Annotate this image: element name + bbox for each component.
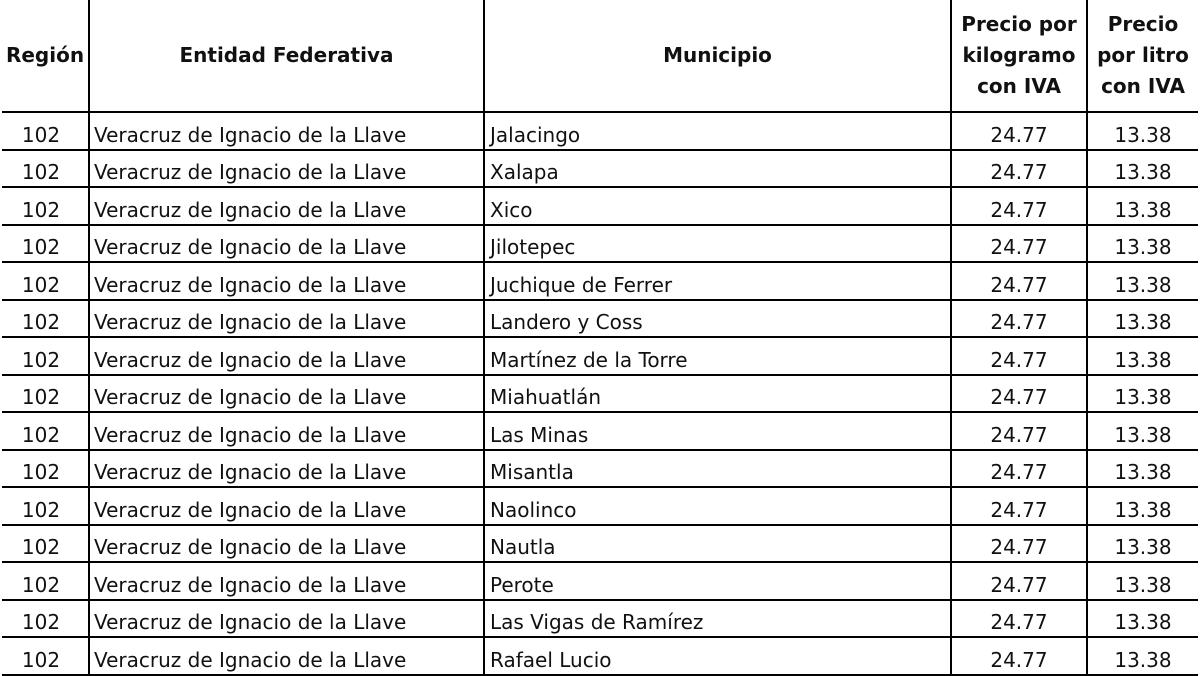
cell-municipio: Las Minas <box>484 412 951 450</box>
cell-precio-litro: 13.38 <box>1087 637 1198 675</box>
cell-entidad: Veracruz de Ignacio de la Llave <box>89 150 484 188</box>
table-row <box>2 187 1198 225</box>
cell-entidad: Veracruz de Ignacio de la Llave <box>89 525 484 563</box>
header-precio-litro-line: por litro <box>1097 43 1189 67</box>
table-row <box>2 450 1198 488</box>
cell-municipio: Misantla <box>484 450 951 488</box>
cell-entidad: Veracruz de Ignacio de la Llave <box>89 187 484 225</box>
cell-precio-litro: 13.38 <box>1087 487 1198 525</box>
table-row <box>2 375 1198 413</box>
table-row <box>2 525 1198 563</box>
table-row <box>2 487 1198 525</box>
cell-precio-litro: 13.38 <box>1087 375 1198 413</box>
table-row <box>2 337 1198 375</box>
cell-entidad: Veracruz de Ignacio de la Llave <box>89 412 484 450</box>
cell-municipio: Xico <box>484 187 951 225</box>
cell-precio-litro: 13.38 <box>1087 300 1198 338</box>
header-precio-kg-line: Precio por <box>961 12 1077 36</box>
cell-entidad: Veracruz de Ignacio de la Llave <box>89 112 484 150</box>
cell-region: 102 <box>2 637 89 675</box>
header-precio-kg <box>951 0 1087 112</box>
cell-entidad: Veracruz de Ignacio de la Llave <box>89 600 484 638</box>
cell-entidad: Veracruz de Ignacio de la Llave <box>89 300 484 338</box>
cell-region: 102 <box>2 112 89 150</box>
cell-municipio: Nautla <box>484 525 951 563</box>
cell-region: 102 <box>2 562 89 600</box>
cell-municipio: Perote <box>484 562 951 600</box>
cell-entidad: Veracruz de Ignacio de la Llave <box>89 637 484 675</box>
cell-precio-kg: 24.77 <box>951 337 1087 375</box>
cell-precio-kg: 24.77 <box>951 225 1087 263</box>
cell-region: 102 <box>2 187 89 225</box>
cell-precio-litro: 13.38 <box>1087 337 1198 375</box>
cell-precio-litro: 13.38 <box>1087 150 1198 188</box>
table-row <box>2 600 1198 638</box>
price-table <box>2 0 1198 676</box>
cell-precio-litro: 13.38 <box>1087 225 1198 263</box>
cell-municipio: Landero y Coss <box>484 300 951 338</box>
header-precio-kg-line: kilogramo <box>962 43 1076 67</box>
table-row <box>2 150 1198 188</box>
header-municipio: Municipio <box>484 0 951 112</box>
header-precio-litro-line: Precio <box>1107 12 1179 36</box>
cell-municipio: Martínez de la Torre <box>484 337 951 375</box>
cell-entidad: Veracruz de Ignacio de la Llave <box>89 450 484 488</box>
cell-municipio: Juchique de Ferrer <box>484 262 951 300</box>
cell-precio-kg: 24.77 <box>951 300 1087 338</box>
cell-precio-kg: 24.77 <box>951 375 1087 413</box>
cell-precio-kg: 24.77 <box>951 525 1087 563</box>
cell-precio-litro: 13.38 <box>1087 562 1198 600</box>
table-row <box>2 412 1198 450</box>
cell-precio-litro: 13.38 <box>1087 112 1198 150</box>
table-row <box>2 637 1198 675</box>
cell-municipio: Jilotepec <box>484 225 951 263</box>
cell-precio-kg: 24.77 <box>951 112 1087 150</box>
cell-region: 102 <box>2 225 89 263</box>
cell-precio-kg: 24.77 <box>951 187 1087 225</box>
cell-municipio: Xalapa <box>484 150 951 188</box>
cell-region: 102 <box>2 600 89 638</box>
table-row <box>2 562 1198 600</box>
cell-precio-kg: 24.77 <box>951 262 1087 300</box>
cell-region: 102 <box>2 412 89 450</box>
table-body <box>2 112 1198 675</box>
cell-region: 102 <box>2 450 89 488</box>
cell-precio-litro: 13.38 <box>1087 600 1198 638</box>
cell-precio-kg: 24.77 <box>951 562 1087 600</box>
cell-precio-kg: 24.77 <box>951 637 1087 675</box>
cell-entidad: Veracruz de Ignacio de la Llave <box>89 262 484 300</box>
table-row <box>2 225 1198 263</box>
cell-region: 102 <box>2 375 89 413</box>
cell-region: 102 <box>2 300 89 338</box>
cell-entidad: Veracruz de Ignacio de la Llave <box>89 225 484 263</box>
table-row <box>2 112 1198 150</box>
cell-precio-kg: 24.77 <box>951 150 1087 188</box>
cell-region: 102 <box>2 150 89 188</box>
cell-precio-kg: 24.77 <box>951 487 1087 525</box>
cell-region: 102 <box>2 487 89 525</box>
cell-municipio: Rafael Lucio <box>484 637 951 675</box>
cell-entidad: Veracruz de Ignacio de la Llave <box>89 487 484 525</box>
cell-precio-litro: 13.38 <box>1087 262 1198 300</box>
cell-precio-litro: 13.38 <box>1087 187 1198 225</box>
cell-precio-litro: 13.38 <box>1087 450 1198 488</box>
header-entidad: Entidad Federativa <box>89 0 484 112</box>
cell-municipio: Jalacingo <box>484 112 951 150</box>
cell-municipio: Miahuatlán <box>484 375 951 413</box>
cell-precio-litro: 13.38 <box>1087 412 1198 450</box>
cell-precio-litro: 13.38 <box>1087 525 1198 563</box>
cell-precio-kg: 24.77 <box>951 450 1087 488</box>
cell-entidad: Veracruz de Ignacio de la Llave <box>89 562 484 600</box>
cell-region: 102 <box>2 337 89 375</box>
header-row <box>2 0 1198 112</box>
header-precio-kg-line: con IVA <box>977 74 1061 98</box>
table-header <box>2 0 1198 112</box>
table-row <box>2 300 1198 338</box>
cell-entidad: Veracruz de Ignacio de la Llave <box>89 337 484 375</box>
cell-precio-kg: 24.77 <box>951 600 1087 638</box>
header-region: Región <box>2 0 89 112</box>
cell-region: 102 <box>2 262 89 300</box>
header-precio-litro-line: con IVA <box>1101 74 1185 98</box>
cell-municipio: Las Vigas de Ramírez <box>484 600 951 638</box>
table-row <box>2 262 1198 300</box>
cell-municipio: Naolinco <box>484 487 951 525</box>
cell-precio-kg: 24.77 <box>951 412 1087 450</box>
cell-entidad: Veracruz de Ignacio de la Llave <box>89 375 484 413</box>
cell-region: 102 <box>2 525 89 563</box>
header-precio-litro <box>1087 0 1198 112</box>
